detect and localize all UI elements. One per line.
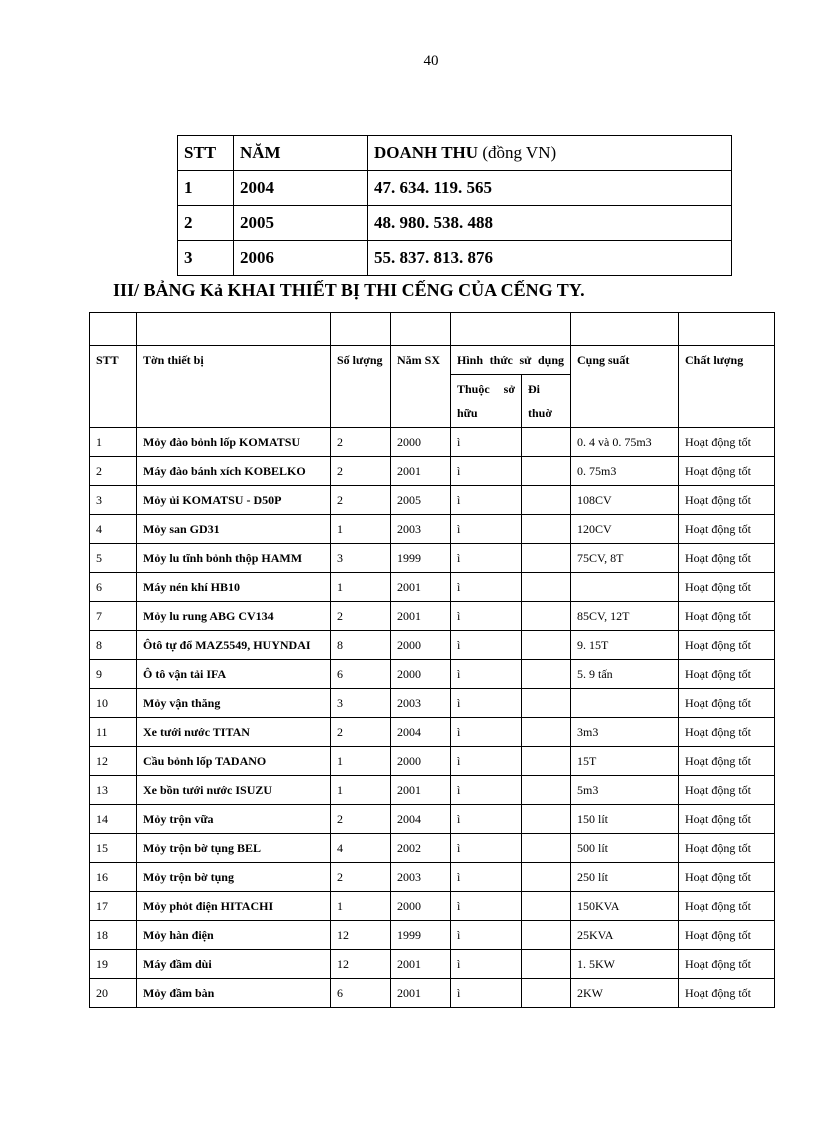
equipment-quality: Hoạt động tốt xyxy=(679,660,775,689)
equipment-quality: Hoạt động tốt xyxy=(679,834,775,863)
equipment-quantity: 12 xyxy=(331,921,391,950)
equipment-capacity: 5m3 xyxy=(571,776,679,805)
equipment-capacity: 150KVA xyxy=(571,892,679,921)
equipment-owned: ì xyxy=(451,863,522,892)
equipment-quantity: 6 xyxy=(331,979,391,1008)
equipment-quality: Hoạt động tốt xyxy=(679,544,775,573)
equipment-owned: ì xyxy=(451,834,522,863)
equipment-stt: 5 xyxy=(90,544,137,573)
equipment-stt: 11 xyxy=(90,718,137,747)
equipment-quantity: 2 xyxy=(331,805,391,834)
equipment-stt: 4 xyxy=(90,515,137,544)
equipment-capacity: 85CV, 12T xyxy=(571,602,679,631)
equipment-name: Mỏy lu tĩnh bỏnh thộp HAMM xyxy=(137,544,331,573)
equipment-row xyxy=(90,718,775,747)
equipment-year: 2000 xyxy=(391,892,451,921)
equipment-name: Mỏy trộn vữa xyxy=(137,805,331,834)
equipment-stt: 18 xyxy=(90,921,137,950)
equipment-row xyxy=(90,457,775,486)
equipment-name: Xe tưới nước TITAN xyxy=(137,718,331,747)
header-usage: Hình thức sử dụng xyxy=(451,346,571,375)
equipment-stt: 12 xyxy=(90,747,137,776)
equipment-capacity: 0. 4 và 0. 75m3 xyxy=(571,428,679,457)
equipment-capacity xyxy=(571,573,679,602)
equipment-quantity: 3 xyxy=(331,689,391,718)
equipment-stt: 15 xyxy=(90,834,137,863)
equipment-capacity: 75CV, 8T xyxy=(571,544,679,573)
equipment-rented xyxy=(522,834,571,863)
equipment-row xyxy=(90,863,775,892)
equipment-quantity: 6 xyxy=(331,660,391,689)
equipment-capacity: 0. 75m3 xyxy=(571,457,679,486)
revenue-header-label: DOANH THU xyxy=(374,143,479,162)
equipment-row xyxy=(90,747,775,776)
equipment-stt: 1 xyxy=(90,428,137,457)
equipment-rented xyxy=(522,979,571,1008)
revenue-amount: 55. 837. 813. 876 xyxy=(368,241,732,276)
equipment-quality: Hoạt động tốt xyxy=(679,602,775,631)
equipment-owned: ì xyxy=(451,892,522,921)
equipment-row xyxy=(90,950,775,979)
revenue-header-stt: STT xyxy=(178,136,234,171)
equipment-rented xyxy=(522,660,571,689)
equipment-year: 2001 xyxy=(391,776,451,805)
equipment-quantity: 8 xyxy=(331,631,391,660)
equipment-rented xyxy=(522,805,571,834)
equipment-quality: Hoạt động tốt xyxy=(679,921,775,950)
equipment-table xyxy=(89,312,775,1008)
equipment-owned: ì xyxy=(451,805,522,834)
equipment-name: Mỏy trộn bờ tụng BEL xyxy=(137,834,331,863)
equipment-name: Mỏy đầm bàn xyxy=(137,979,331,1008)
revenue-header-revenue xyxy=(368,136,732,171)
equipment-year: 1999 xyxy=(391,921,451,950)
revenue-row xyxy=(178,171,732,206)
equipment-rented xyxy=(522,428,571,457)
equipment-capacity: 15T xyxy=(571,747,679,776)
equipment-row xyxy=(90,776,775,805)
equipment-quantity: 1 xyxy=(331,573,391,602)
equipment-capacity: 2KW xyxy=(571,979,679,1008)
equipment-quantity: 4 xyxy=(331,834,391,863)
equipment-row xyxy=(90,486,775,515)
equipment-row xyxy=(90,689,775,718)
equipment-quantity: 2 xyxy=(331,863,391,892)
equipment-year: 2002 xyxy=(391,834,451,863)
equipment-quality: Hoạt động tốt xyxy=(679,486,775,515)
equipment-stt: 7 xyxy=(90,602,137,631)
equipment-owned: ì xyxy=(451,950,522,979)
equipment-quantity: 1 xyxy=(331,776,391,805)
header-rented: Đi thuờ xyxy=(522,375,571,428)
revenue-year: 2004 xyxy=(234,171,368,206)
equipment-stt: 19 xyxy=(90,950,137,979)
equipment-owned: ì xyxy=(451,689,522,718)
equipment-year: 2003 xyxy=(391,515,451,544)
equipment-stt: 6 xyxy=(90,573,137,602)
equipment-quality: Hoạt động tốt xyxy=(679,428,775,457)
equipment-row xyxy=(90,602,775,631)
equipment-name: Mỏy hàn điện xyxy=(137,921,331,950)
revenue-header-row xyxy=(178,136,732,171)
equipment-capacity: 120CV xyxy=(571,515,679,544)
equipment-stt: 10 xyxy=(90,689,137,718)
equipment-year: 1999 xyxy=(391,544,451,573)
equipment-quantity: 2 xyxy=(331,486,391,515)
equipment-capacity: 1. 5KW xyxy=(571,950,679,979)
equipment-quantity: 12 xyxy=(331,950,391,979)
equipment-rented xyxy=(522,689,571,718)
revenue-stt: 1 xyxy=(178,171,234,206)
equipment-capacity xyxy=(571,689,679,718)
equipment-stt: 17 xyxy=(90,892,137,921)
equipment-row xyxy=(90,660,775,689)
equipment-rented xyxy=(522,718,571,747)
equipment-year: 2000 xyxy=(391,747,451,776)
equipment-name: Mỏy ủi KOMATSU - D50P xyxy=(137,486,331,515)
equipment-quality: Hoạt động tốt xyxy=(679,863,775,892)
header-year: Năm SX xyxy=(391,346,451,428)
equipment-capacity: 500 lít xyxy=(571,834,679,863)
equipment-quality: Hoạt động tốt xyxy=(679,631,775,660)
equipment-name: Xe bồn tưới nước ISUZU xyxy=(137,776,331,805)
header-owned: Thuộc sở hữu xyxy=(451,375,522,428)
equipment-year: 2001 xyxy=(391,457,451,486)
equipment-capacity: 108CV xyxy=(571,486,679,515)
revenue-amount: 47. 634. 119. 565 xyxy=(368,171,732,206)
equipment-rented xyxy=(522,544,571,573)
revenue-stt: 2 xyxy=(178,206,234,241)
header-quantity: Số lượng xyxy=(331,346,391,428)
equipment-rented xyxy=(522,515,571,544)
equipment-quality: Hoạt động tốt xyxy=(679,718,775,747)
equipment-quantity: 2 xyxy=(331,428,391,457)
equipment-name: Mỏy lu rung ABG CV134 xyxy=(137,602,331,631)
equipment-owned: ì xyxy=(451,486,522,515)
equipment-row xyxy=(90,979,775,1008)
equipment-name: Ô tô vận tải IFA xyxy=(137,660,331,689)
equipment-year: 2001 xyxy=(391,573,451,602)
equipment-rented xyxy=(522,950,571,979)
page-number: 40 xyxy=(423,53,439,69)
equipment-owned: ì xyxy=(451,921,522,950)
equipment-row xyxy=(90,544,775,573)
equipment-owned: ì xyxy=(451,428,522,457)
equipment-name: Ôtô tự đổ MAZ5549, HUYNDAI xyxy=(137,631,331,660)
equipment-stt: 2 xyxy=(90,457,137,486)
equipment-row xyxy=(90,892,775,921)
equipment-quality: Hoạt động tốt xyxy=(679,747,775,776)
equipment-stt: 14 xyxy=(90,805,137,834)
equipment-name: Máy nén khí HB10 xyxy=(137,573,331,602)
equipment-owned: ì xyxy=(451,573,522,602)
equipment-row xyxy=(90,834,775,863)
equipment-name: Mỏy phỏt điện HITACHI xyxy=(137,892,331,921)
equipment-capacity: 250 lít xyxy=(571,863,679,892)
equipment-year: 2004 xyxy=(391,718,451,747)
revenue-year: 2005 xyxy=(234,206,368,241)
revenue-stt: 3 xyxy=(178,241,234,276)
equipment-year: 2005 xyxy=(391,486,451,515)
equipment-year: 2000 xyxy=(391,631,451,660)
equipment-capacity: 25KVA xyxy=(571,921,679,950)
equipment-quantity: 2 xyxy=(331,718,391,747)
equipment-owned: ì xyxy=(451,776,522,805)
equipment-year: 2000 xyxy=(391,660,451,689)
equipment-name: Mỏy đào bỏnh lốp KOMATSU xyxy=(137,428,331,457)
equipment-capacity: 9. 15T xyxy=(571,631,679,660)
equipment-quantity: 1 xyxy=(331,747,391,776)
equipment-year: 2001 xyxy=(391,979,451,1008)
revenue-table xyxy=(177,135,732,276)
section-heading: III/ BẢNG Kả KHAI THIẾT BỊ THI CẾNG CỦA CẾNG TY. xyxy=(113,280,585,300)
equipment-rented xyxy=(522,921,571,950)
equipment-row xyxy=(90,805,775,834)
revenue-row xyxy=(178,206,732,241)
header-quality: Chất lượng xyxy=(679,346,775,428)
equipment-quantity: 2 xyxy=(331,457,391,486)
equipment-owned: ì xyxy=(451,602,522,631)
equipment-rented xyxy=(522,747,571,776)
equipment-year: 2000 xyxy=(391,428,451,457)
equipment-quality: Hoạt động tốt xyxy=(679,805,775,834)
equipment-rented xyxy=(522,892,571,921)
revenue-header-year: NĂM xyxy=(234,136,368,171)
equipment-header-row xyxy=(90,346,775,375)
equipment-rented xyxy=(522,602,571,631)
revenue-header-unit: (đồng VN) xyxy=(482,143,557,162)
equipment-rented xyxy=(522,776,571,805)
equipment-owned: ì xyxy=(451,747,522,776)
equipment-row xyxy=(90,631,775,660)
blank-row xyxy=(90,313,775,346)
revenue-row xyxy=(178,241,732,276)
equipment-name: Mỏy vận thăng xyxy=(137,689,331,718)
equipment-row xyxy=(90,428,775,457)
equipment-year: 2003 xyxy=(391,689,451,718)
header-name: Tờn thiết bị xyxy=(137,346,331,428)
equipment-capacity: 5. 9 tấn xyxy=(571,660,679,689)
equipment-year: 2003 xyxy=(391,863,451,892)
equipment-quality: Hoạt động tốt xyxy=(679,776,775,805)
equipment-row xyxy=(90,573,775,602)
equipment-quality: Hoạt động tốt xyxy=(679,892,775,921)
equipment-stt: 13 xyxy=(90,776,137,805)
equipment-owned: ì xyxy=(451,979,522,1008)
equipment-stt: 20 xyxy=(90,979,137,1008)
equipment-name: Máy đào bánh xích KOBELKO xyxy=(137,457,331,486)
revenue-year: 2006 xyxy=(234,241,368,276)
equipment-rented xyxy=(522,863,571,892)
header-capacity: Cụng suất xyxy=(571,346,679,428)
equipment-row xyxy=(90,921,775,950)
equipment-owned: ì xyxy=(451,544,522,573)
equipment-stt: 3 xyxy=(90,486,137,515)
equipment-quantity: 3 xyxy=(331,544,391,573)
equipment-stt: 16 xyxy=(90,863,137,892)
equipment-name: Máy đầm dùi xyxy=(137,950,331,979)
equipment-quality: Hoạt động tốt xyxy=(679,689,775,718)
revenue-amount: 48. 980. 538. 488 xyxy=(368,206,732,241)
equipment-capacity: 150 lít xyxy=(571,805,679,834)
equipment-rented xyxy=(522,631,571,660)
equipment-name: Mỏy san GD31 xyxy=(137,515,331,544)
equipment-quality: Hoạt động tốt xyxy=(679,457,775,486)
equipment-owned: ì xyxy=(451,631,522,660)
equipment-rented xyxy=(522,573,571,602)
equipment-year: 2001 xyxy=(391,950,451,979)
equipment-quantity: 2 xyxy=(331,602,391,631)
equipment-quantity: 1 xyxy=(331,515,391,544)
equipment-quality: Hoạt động tốt xyxy=(679,573,775,602)
equipment-rented xyxy=(522,486,571,515)
equipment-owned: ì xyxy=(451,718,522,747)
equipment-year: 2004 xyxy=(391,805,451,834)
equipment-quality: Hoạt động tốt xyxy=(679,950,775,979)
equipment-row xyxy=(90,515,775,544)
equipment-quality: Hoạt động tốt xyxy=(679,515,775,544)
equipment-capacity: 3m3 xyxy=(571,718,679,747)
equipment-quantity: 1 xyxy=(331,892,391,921)
equipment-name: Cầu bỏnh lốp TADANO xyxy=(137,747,331,776)
equipment-name: Mỏy trộn bờ tụng xyxy=(137,863,331,892)
equipment-year: 2001 xyxy=(391,602,451,631)
equipment-owned: ì xyxy=(451,660,522,689)
equipment-owned: ì xyxy=(451,515,522,544)
equipment-owned: ì xyxy=(451,457,522,486)
equipment-stt: 8 xyxy=(90,631,137,660)
equipment-stt: 9 xyxy=(90,660,137,689)
equipment-quality: Hoạt động tốt xyxy=(679,979,775,1008)
equipment-rented xyxy=(522,457,571,486)
header-stt: STT xyxy=(90,346,137,428)
